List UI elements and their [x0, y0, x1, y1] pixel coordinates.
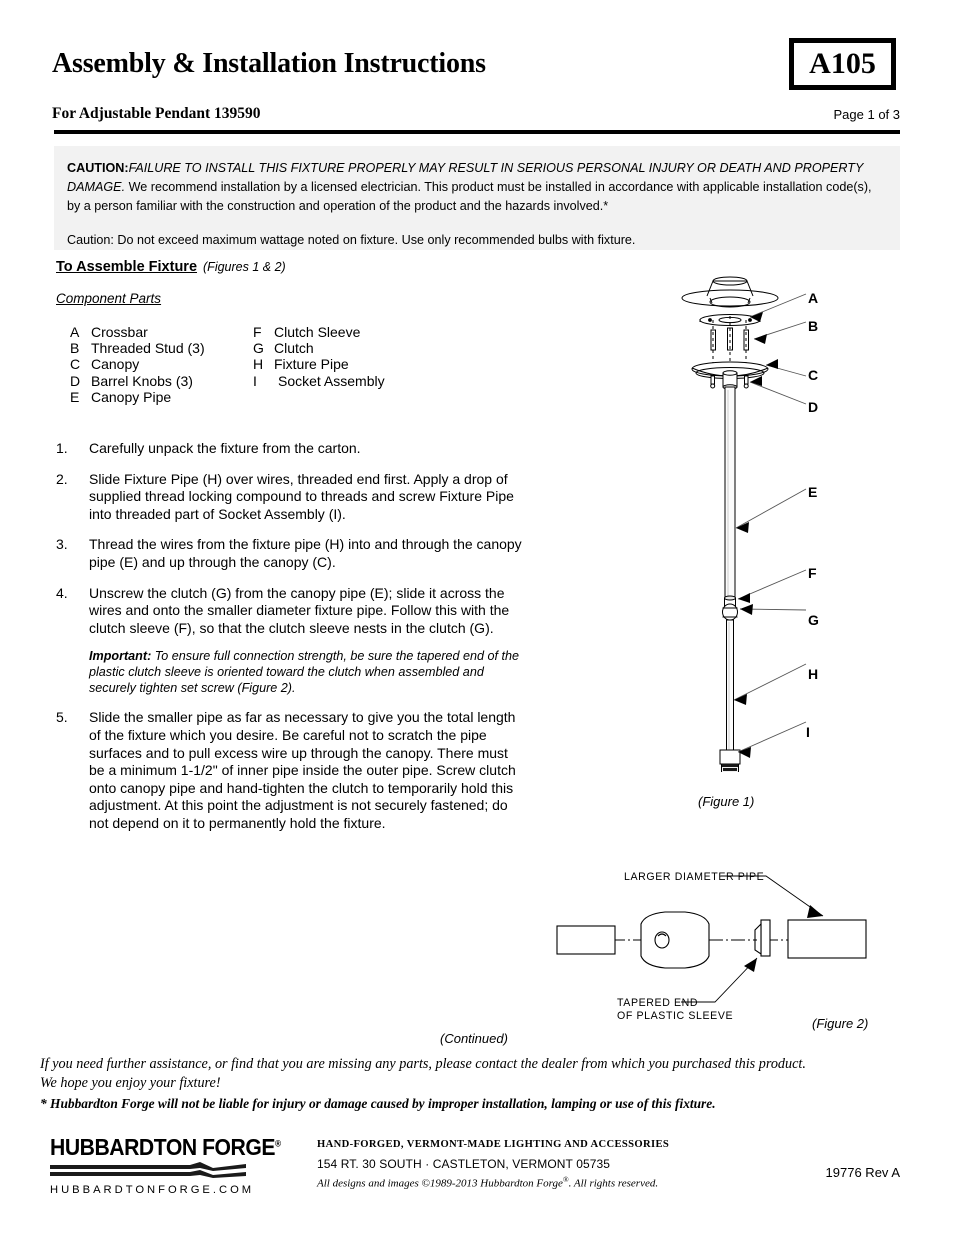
- figure-1-callout-h: H: [808, 666, 819, 682]
- step-number: 5.: [56, 709, 68, 726]
- header-divider: [54, 130, 900, 134]
- copyright-registered-mark: ®: [562, 1175, 569, 1184]
- assembly-step: [56, 440, 526, 458]
- assemble-heading-figures: (Figures 1 & 2): [203, 260, 286, 274]
- parts-column-left: [70, 324, 205, 405]
- part-key: F: [253, 324, 262, 340]
- caution-primary-paragraph: [67, 159, 884, 216]
- page-title: Assembly & Installation Instructions: [52, 48, 486, 79]
- part-key: I: [253, 372, 257, 389]
- part-key: B: [70, 340, 80, 357]
- figure-2-svg: [545, 858, 915, 1028]
- step-text: Slide Fixture Pipe (H) over wires, threaded end first. Apply a drop of supplied thread locking compound to threads and screw Fixture Pipe into threaded part of Socket Assembly (I).: [89, 470, 514, 522]
- brand-name-text: HUBBARDTON FORGE: [50, 1134, 276, 1160]
- part-label: Threaded Stud (3): [91, 340, 205, 357]
- assemble-section-heading: [56, 259, 286, 275]
- step-body-group: [89, 585, 526, 697]
- figure-1-callout-b: B: [808, 318, 819, 334]
- figure-1-callout-a: A: [808, 290, 819, 306]
- copyright-text-a: All designs and images ©1989-2013 Hubbardton Forge: [317, 1177, 563, 1190]
- figure-1-svg: [650, 272, 910, 772]
- step-text: Unscrew the clutch (G) from the canopy pipe (E); slide it across the wires and onto the smaller diameter fixture pipe. Follow this with the clutch sleeve (F), so that the clutch sleeve nests in the clutch (G).: [89, 584, 510, 636]
- corp-address: 154 RT. 30 SOUTH · CASTLETON, VERMONT 05735: [317, 1157, 611, 1171]
- important-note: [89, 648, 526, 696]
- registered-mark: ®: [275, 1138, 281, 1149]
- revision-number: 19776 Rev A: [825, 1165, 900, 1180]
- caution-body: We recommend installation by a licensed electrician. This product must be installed in accordance with applicable installation code(s), by a person familiar with the construction and operation of the product and the hazards involved.*: [67, 180, 872, 214]
- component-parts-heading: Component Parts: [56, 291, 162, 306]
- part-key: H: [253, 356, 264, 373]
- important-text: To ensure full connection strength, be sure the tapered end of the plastic clutch sleeve is oriented toward the clutch when assembled and securely tighten set screw (Figure 2).: [89, 649, 520, 696]
- part-label: Canopy: [91, 356, 140, 373]
- step-number: 4.: [56, 584, 68, 601]
- part-key: E: [70, 388, 80, 405]
- assembly-step: [56, 471, 526, 524]
- part-item: [70, 324, 205, 340]
- figure-1-callout-e: E: [808, 484, 818, 500]
- step-number: 3.: [56, 536, 68, 553]
- figure-1-callout-g: G: [808, 612, 819, 628]
- step-text: Carefully unpack the fixture from the carton.: [89, 440, 361, 456]
- figure-2-diagram: [545, 858, 915, 1028]
- assistance-line-2: We hope you enjoy your fixture!: [40, 1075, 221, 1091]
- parts-column-right: [253, 324, 385, 389]
- figure-1-diagram: [650, 272, 910, 772]
- brand-logo: [50, 1134, 281, 1196]
- part-item: [70, 356, 205, 372]
- part-item: [253, 324, 385, 340]
- part-item: [253, 373, 385, 389]
- figure-1-callout-i: I: [806, 724, 810, 740]
- figure-2-label-larger-pipe: LARGER DIAMETER PIPE: [624, 871, 765, 883]
- caution-label: CAUTION:: [67, 161, 129, 175]
- hammer-bar-svg: [50, 1162, 246, 1180]
- document-code-box: [789, 38, 896, 90]
- socket-base: [722, 764, 738, 772]
- part-item: [70, 373, 205, 389]
- page-subtitle: For Adjustable Pendant 139590: [52, 105, 261, 122]
- part-key: G: [253, 340, 264, 357]
- part-item: [253, 356, 385, 372]
- figure-2-label-tapered-2: OF PLASTIC SLEEVE: [617, 1010, 734, 1022]
- figure-1-callout-d: D: [808, 399, 819, 415]
- part-key: A: [70, 324, 80, 340]
- brand-website[interactable]: HUBBARDTONFORGE.COM: [50, 1184, 255, 1196]
- assembly-step: [56, 709, 526, 832]
- part-item: [70, 340, 205, 356]
- figure-2-caption: (Figure 2): [812, 1016, 869, 1031]
- part-label: Barrel Knobs (3): [91, 372, 193, 389]
- part-label: Clutch: [274, 340, 314, 357]
- part-key: C: [70, 356, 81, 373]
- part-label: Canopy Pipe: [91, 388, 172, 405]
- assistance-line-1: If you need further assistance, or find that you are missing any parts, please contact the dealer from which you purchased this product.: [40, 1056, 806, 1072]
- step-text: Slide the smaller pipe as far as necessary to give you the total length of the fixture which you desire. Be careful not to scratch the pipe surfaces and to pull excess wire up through the canopy. There must be a minimum 1-1/2" of inner pipe inside the outer pipe. Screw clutch onto canopy pipe and hand-tighten the clutch to temporarily hold this adjustment. At this point the adjustment is not securely fastened; do not depend on it to permanently hold the fixture.: [89, 709, 516, 831]
- part-label: Crossbar: [91, 324, 148, 340]
- caution-emphasis: FAILURE TO INSTALL THIS FIXTURE PROPERLY MAY RESULT IN SERIOUS PERSONAL INJURY OR DEATH AND PROPERTY DAMAGE.: [67, 161, 864, 195]
- document-code: A105: [809, 47, 876, 80]
- page-indicator: Page 1 of 3: [833, 107, 900, 122]
- part-label: Fixture Pipe: [274, 356, 349, 373]
- figure-1-callout-c: C: [808, 367, 819, 383]
- assembly-steps-list: [56, 440, 526, 846]
- assembly-step: [56, 585, 526, 697]
- figure-1-caption: (Figure 1): [698, 794, 755, 809]
- important-label: Important:: [89, 649, 152, 664]
- part-label: Socket Assembly: [278, 372, 385, 389]
- copyright-text-b: . All rights reserved.: [568, 1177, 659, 1190]
- brand-wordmark: [50, 1134, 281, 1160]
- step-number: 2.: [56, 470, 68, 487]
- part-item: [70, 389, 205, 405]
- figure-2-label-tapered-1: TAPERED END: [617, 997, 699, 1009]
- step-text: Thread the wires from the fixture pipe (H) into and through the canopy pipe (E) and up through the canopy (C).: [89, 536, 522, 570]
- caution-box: [54, 146, 900, 250]
- continued-marker: (Continued): [440, 1031, 508, 1046]
- step-number: 1.: [56, 440, 68, 456]
- corp-tagline: HAND-FORGED, VERMONT-MADE LIGHTING AND ACCESSORIES: [317, 1139, 670, 1150]
- part-item: [253, 340, 385, 356]
- figure-1-callout-f: F: [808, 565, 817, 581]
- liability-note: * Hubbardton Forge will not be liable for injury or damage caused by improper installation, lamping or use of this fixture.: [40, 1096, 716, 1111]
- hammer-bar-icon: [50, 1162, 246, 1180]
- corp-copyright: [317, 1175, 658, 1190]
- caution-secondary-paragraph: Caution: Do not exceed maximum wattage noted on fixture. Use only recommended bulbs with fixture.: [67, 233, 636, 248]
- assembly-step: [56, 536, 526, 571]
- assemble-heading-text: To Assemble Fixture: [56, 259, 198, 275]
- part-label: Clutch Sleeve: [274, 324, 361, 340]
- part-key: D: [70, 372, 81, 389]
